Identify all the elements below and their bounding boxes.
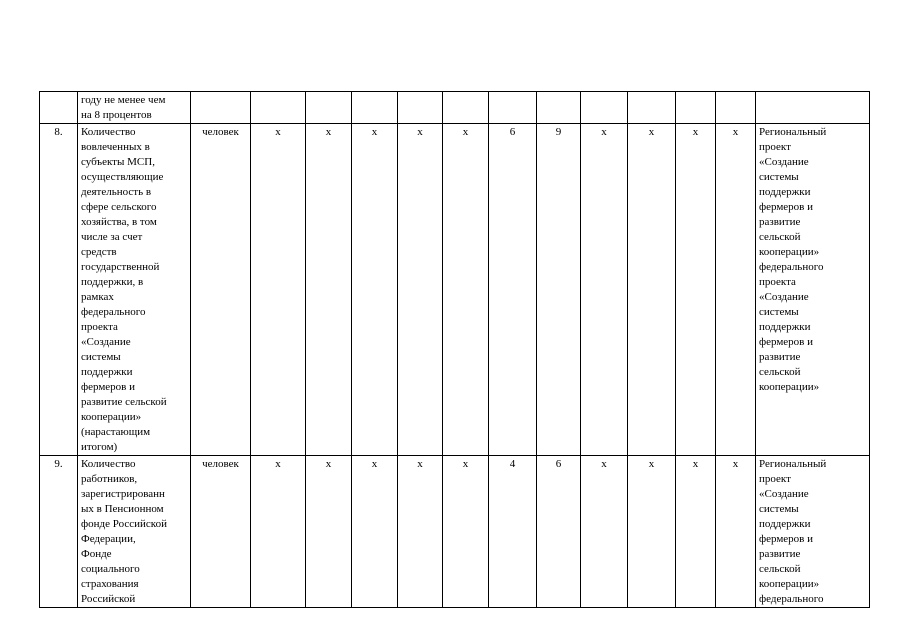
cell-value [537, 92, 581, 124]
cell-value: x [398, 456, 443, 608]
cell-number: 9. [40, 456, 78, 608]
table-row [40, 124, 870, 456]
cell-value [443, 92, 489, 124]
cell-indicator-name: году не менее чем на 8 процентов [78, 92, 191, 124]
cell-value: x [398, 124, 443, 456]
cell-source: Региональный проект «Создание системы поддержки фермеров и развитие сельской кооперации» федерального проекта «Создание системы поддержки фермеров и развитие сельской кооперации» [756, 124, 870, 456]
cell-value [398, 92, 443, 124]
cell-value: x [581, 124, 628, 456]
cell-value: x [628, 456, 676, 608]
cell-value: x [676, 456, 716, 608]
cell-value: x [251, 124, 306, 456]
cell-value [628, 92, 676, 124]
cell-value [581, 92, 628, 124]
cell-value: x [716, 456, 756, 608]
indicators-table [39, 91, 870, 608]
cell-value: x [676, 124, 716, 456]
cell-value: x [581, 456, 628, 608]
cell-number [40, 92, 78, 124]
cell-unit [191, 92, 251, 124]
cell-value: 6 [537, 456, 581, 608]
cell-value: 4 [489, 456, 537, 608]
cell-value: x [251, 456, 306, 608]
cell-value [306, 92, 352, 124]
cell-value [676, 92, 716, 124]
cell-unit: человек [191, 456, 251, 608]
cell-value: x [352, 456, 398, 608]
cell-value: x [443, 456, 489, 608]
cell-indicator-name: Количество работников, зарегистрированн ых в Пенсионном фонде Российской Федерации, Фонде социального страхования Российской [78, 456, 191, 608]
cell-unit: человек [191, 124, 251, 456]
cell-indicator-name: Количество вовлеченных в субъекты МСП, осуществляющие деятельность в сфере сельского хозяйства, в том числе за счет средств государственной поддержки, в рамках федерального проекта «Создание системы поддержки фермеров и развитие сельской кооперации» (нарастающим итогом) [78, 124, 191, 456]
cell-value: x [306, 456, 352, 608]
cell-value [489, 92, 537, 124]
cell-value: x [443, 124, 489, 456]
cell-value: x [716, 124, 756, 456]
cell-value [251, 92, 306, 124]
cell-value: 6 [489, 124, 537, 456]
cell-value: x [628, 124, 676, 456]
cell-source [756, 92, 870, 124]
cell-source: Региональный проект «Создание системы поддержки фермеров и развитие сельской кооперации» федерального [756, 456, 870, 608]
cell-number: 8. [40, 124, 78, 456]
cell-value: 9 [537, 124, 581, 456]
table-row [40, 456, 870, 608]
table-row [40, 92, 870, 124]
cell-value [352, 92, 398, 124]
cell-value [716, 92, 756, 124]
cell-value: x [352, 124, 398, 456]
cell-value: x [306, 124, 352, 456]
